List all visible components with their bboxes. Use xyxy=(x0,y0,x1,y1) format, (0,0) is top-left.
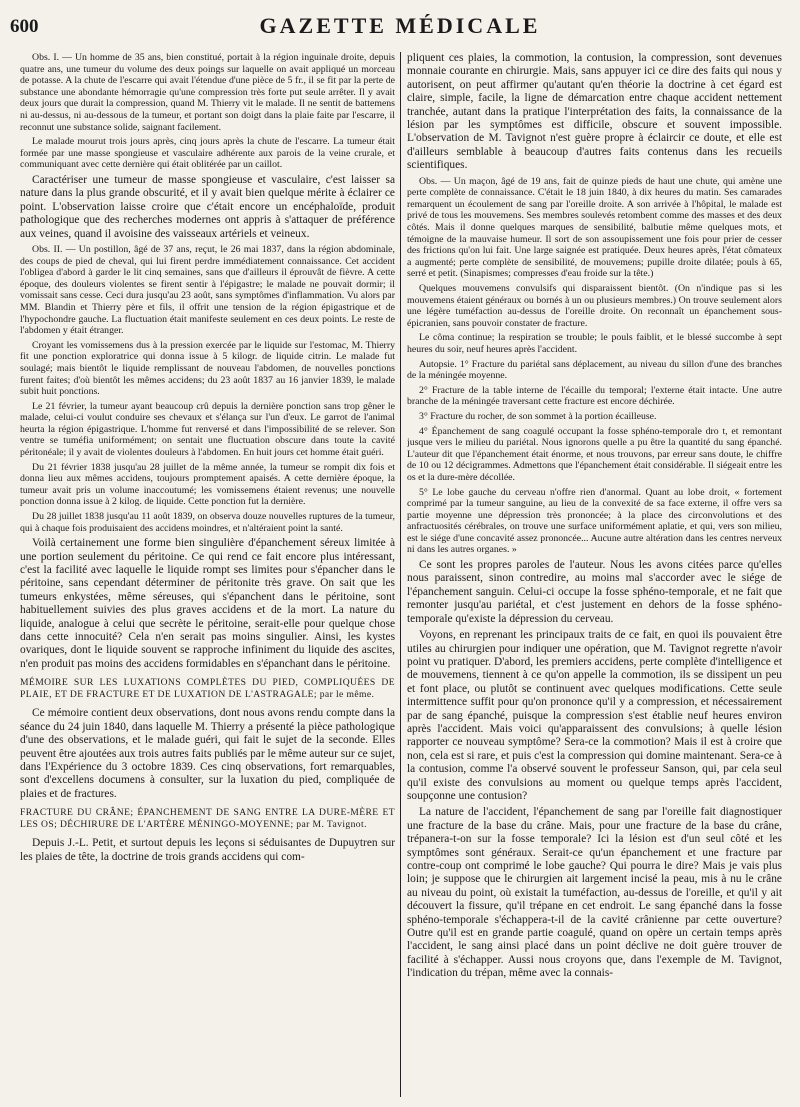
page-number: 600 xyxy=(10,16,39,37)
observation-2-rupture: Le 21 février, la tumeur ayant beaucoup crû depuis la dernière ponction sans trop gêner le malade, celui-ci voulut conduire ses chevaux et s'élança sur l'un d'eux. Le garrot de l'animal heurta la région épigastrique. L'homme fut renversé et dans l'impossibilité de se relever. Son ventre se tuméfia uniformément; on sentait une fluctuation obscure dans toute la cavité péritonéale; il y avait de violentes douleurs à l'abdomen. En huit jours cet homme était guéri. xyxy=(20,400,395,459)
observation-2-evolution: Du 21 février 1838 jusqu'au 28 juillet de la même année, la tumeur se rompit dix fois et donna lieu aux mêmes accidens, toujours promptement apaisés. A cette dernière époque, la tumeur avait pris un volume inaccoutumé; les vomissemens étaient revenus; une nouvelle ponction donna issue à 2 kilog. de liquide. Cette ponction fut la dernière. xyxy=(20,461,395,508)
observation-2-end: Du 28 juillet 1838 jusqu'au 11 août 1839, on observa douze nouvelles ruptures de la tumeur, qui à chaque fois produisaient des accidens moindres, et n'altéraient point la santé. xyxy=(20,511,395,534)
commentary-paragraph: Caractériser une tumeur de masse spongieuse et vasculaire, c'est laisser sa nature dans la plus grande obscurité, et il y avait bien quelque mérite à éclairer ce point. L'observation laisse croire que c'était encore un encéphaloïde, produit pathologique que des recherches modernes ont appris à s'attaquer de préférence aux veines, quand il avoisine des vaisseaux artériels et veineux. xyxy=(20,173,395,240)
autopsy-item: Autopsie. 1° Fracture du pariétal sans déplacement, au niveau du sillon d'une des branches de la méningée moyenne. xyxy=(407,358,782,382)
right-column xyxy=(407,52,782,1097)
masthead-title: GAZETTE MÉDICALE xyxy=(259,13,541,38)
observation-2: Obs. II. — Un postillon, âgé de 37 ans, reçut, le 26 mai 1837, dans la région abdominale, des coups de pied de cheval, qui lui firent perdre immédiatement connaissance. Cet accident l'obligea d'abord à garder le lit cinq semaines, sans que d'ailleurs il éprouvât de fièvre. A cette époque, des douleurs violentes se firent sentir à l'épigastre; le malade ne pouvait dormir; il vomissait sans cesse. Ceci dura jusqu'au 23 août, sans symptômes d'inflammation. Vu alors par MM. Blandin et Thierry père et fils, il offrit une tension de la région épigastrique et de l'hypochondre gauche. La fluctuation était manifeste seulement en ces deux points. Le reste de l'abdomen y était étranger. xyxy=(20,243,395,337)
observation-death: Le côma continue; la respiration se trouble; le pouls faiblit, et le blessé succombe à sept heures du soir, neuf heures après l'accident. xyxy=(407,332,782,355)
observation-convulsions: Quelques mouvemens convulsifs qui disparaissent bientôt. (On n'indique pas si les mouvemens étaient généraux ou bornés à un ou plusieurs membres.) On trouve seulement alors une légère tuméfaction au-dessus de l'oreille droite. On reconnaît un épanchement sous-épicranien, sans pouvoir constater de fracture. xyxy=(407,283,782,329)
observation-1-outcome: Le malade mourut trois jours après, cinq jours après la chute de l'escarre. La tumeur était formée par une masse spongieuse et vasculaire adhérente aux parois de la veine crurale, et communiquant avec cette dernière qui était oblitérée par un caillot. xyxy=(20,136,395,171)
column-divider xyxy=(400,52,401,1097)
observation-macon: Obs. — Un maçon, âgé de 19 ans, fait de quinze pieds de haut une chute, qui amène une perte complète de connaissance. C'était le 18 juin 1840, à dix heures du matin. Ses camarades remarquent un écoulement de sang par l'oreille droite. A son arrivée à l'hôpital, le malade est privé de tous les mouvemens. Ses membres soulevés retombent comme des masses et des deux côtés. Mais il donne quelques marques de sensibilité, balbutie même quelques mots, et témoigne de la mauvaise humeur. Il sort de son assoupissement une fois pour prier de cesser des frictions qu'on lui fait. Une large saignée est pratiquée. Deux heures après, l'état cômateux a augmenté; perte complète de sensibilité, de mouvemens; pupille droite dilatée; pouls à 65, serré et petit. (Sinapismes; compresses d'eau froide sur la tête.) xyxy=(407,175,782,280)
page-header xyxy=(10,13,790,50)
left-column xyxy=(20,52,395,1097)
commentary-paragraph: La nature de l'accident, l'épanchement de sang par l'oreille fait diagnostiquer une fracture de la base du crâne. Mais, pour une fracture de la base du crâne, trépanera-t-on sur la fosse temporale? Ici la lésion est d'un seul côté et les symptômes sont généraux. Serait-ce qu'un épanchement et une fracture par contre-coup ont comprimé le lobe gauche? Qui pourra le dire? Mais je vais plus loin; je suppose que le chirurgien ait largement incisé la peau, mis à nu le crâne au niveau du point, où existait la tuméfaction, au-dessus de l'oreille, et qu'il y ait découvert la fissure, qu'il trépane en cet endroit. Le sang épanché dans la fosse sphéno-temporale s'échappera-t-il de la cavité crânienne par cette ouverture? Outre qu'il est en grande partie coagulé, quand on opère un certain temps après l'accident, le sang ainsi placé dans un point déclive ne doit guère trouver de facilité à s'échapper. Aussi nous croyons que, dans l'exemple de M. Tavignot, l'indication du trépan, même avec la connais- xyxy=(407,806,782,980)
autopsy-item: 3° Fracture du rocher, de son sommet à la portion écailleuse. xyxy=(419,410,657,422)
commentary-paragraph: Ce sont les propres paroles de l'auteur. Nous les avons citées parce qu'elles nous paraissent, sinon contredire, au moins mal s'accorder avec le siége de l'épanchement sanguin. Celui-ci occupe la fosse sphéno-temporale, et ne fait que remonter jusqu'au pariétal, et c'est justement en dehors de la fosse sphéno-temporale qu'existe la dépression du cerveau. xyxy=(407,559,782,625)
observation-2-ponctions: Croyant les vomissemens dus à la pression exercée par le liquide sur l'estomac, M. Thierry fit une ponction exploratrice qui donna issue à 5 kilogr. de liquide citrin. Le malade fut soulagé; mais bientôt le liquide remplissant de nouveau l'abdomen, de nouvelles ponctions furent faites; d'où bientôt les mêmes accidens; du 23 août 1837 au 16 janvier 1839, le malade subit huit ponctions. xyxy=(20,339,395,398)
memoire-summary: Ce mémoire contient deux observations, dont nous avons rendu compte dans la séance du 24 juin 1840, dans laquelle M. Thierry a présenté la pièce pathologique d'une des observations, et le malade guéri, qui fait le sujet de la seconde. Elles peuvent être ajoutées aux trois autres faits publiés par le même auteur sur ce sujet, dans l'Expérience du 3 octobre 1839. Ces cinq observations, fort remarquables, sont d'excellens documens à consulter, sur la luxation du pied, compliquée de plaies et de fractures. xyxy=(20,707,395,800)
autopsy-item: 2° Fracture de la table interne de l'écaille du temporal; l'externe était intacte. Une autre branche de la méningée traversant cette fracture est encore déchirée. xyxy=(407,384,782,408)
section-title: MÉMOIRE SUR LES LUXATIONS COMPLÈTES DU PIED, COMPLIQUÉES DE PLAIE, ET DE FRACTURE ET DE LUXATION DE L'ASTRAGALE; par le même. xyxy=(20,677,395,701)
tavignot-continued: pliquent ces plaies, la commotion, la contusion, la compression, sont devenues monnaie courante en chirurgie. Mais, sans appuyer ici ce dire des faits qui nous y autorisent, on peut affirmer qu'autant qu'en théorie la doctrine à cet égard est claire, simple, facile, la ligne de démarcation entre chaque accident nettement tranchée, autant dans la pratique l'interprétation des faits, la connaissance de la lésion par les symptômes est difficile, obscure et souvent impossible. L'observation de M. Tavignot n'est guère propre à éclaircir ce doute, et elle est d'ailleurs semblable à beaucoup d'autres faits contenus dans les recueils scientifiques. xyxy=(407,52,782,172)
tavignot-intro: Depuis J.-L. Petit, et surtout depuis les leçons si séduisantes de Dupuytren sur les plaies de tête, la doctrine de trois grands accidens qui com- xyxy=(20,837,395,863)
autopsy-item: 4° Épanchement de sang coagulé occupant la fosse sphéno-temporale dro t, et remontant jusque vers le milieu du pariétal. Nous ignorons quelle a pu être la quantité du sang épanché. L'auteur dit que l'épanchement était énorme, et nous trouvons, par erreur sans doute, le chiffre de 10 ou 12 décigrammes. Admettons que l'épanchement était considérable. Il siégeait entre les os et la dure-mère décollée. xyxy=(407,425,782,483)
observation-1: Obs. I. — Un homme de 35 ans, bien constitué, portait à la région inguinale droite, depuis quatre ans, une tumeur du volume des deux poings sur laquelle on avait appliqué un morceau de potasse. A la chute de l'escarre qui avait l'étendue d'une pièce de 5 fr., il se fit par la perte de substance une abondante hémorragie qu'une compression très forte put seule arrêter. Il y avait deux jours que durait la compression, quand M. Thierry vit le malade. Il ne sentit de battemens ni au-dessus, ni au-dessous de la tumeur, et portant son doigt dans la plaie faite par l'escarre, il reconnut une substance solide, saignant facilement. xyxy=(20,52,395,133)
autopsy-item: 5° Le lobe gauche du cerveau n'offre rien d'anormal. Quant au lobe droit, « fortement comprimé par la tumeur sanguine, au lieu de la convexité de sa face externe, il offre vers sa partie moyenne une dépression très prononcée; à la place des circonvolutions et des anfractuosités cérébrales, on trouve une surface uniformément aplatie, et qui, vers son milieu, est le siége d'une concavité assez prononcée... Aucune autre altération dans les centres nerveux ni dans les autres organes. » xyxy=(407,486,782,556)
section-title: FRACTURE DU CRÂNE; ÉPANCHEMENT DE SANG ENTRE LA DURE-MÈRE ET LES OS; DÉCHIRURE DE L'ARTÈRE MÉNINGO-MOYENNE; par M. Tavignot. xyxy=(20,807,395,831)
commentary-paragraph: Voyons, en reprenant les principaux traits de ce fait, en quoi ils pouvaient être utiles au chirurgien pour indiquer une opération, que M. Tavignot regrette n'avoir point vu pratiquer. D'abord, les premiers accidens, perte complète d'intelligence et de mouvemens, tiennent à ce qu'on appelle la commotion, ils se dissipent un peu et font place, ou plutôt se continuent avec quelques modifications. Cette seule intermittence suffit pour qu'on prononce qu'il y a compression, et nécessairement par de sang épanché, puisque la compression s'est établie neuf heures environ après l'accident. Mais voici qu'apparaissent des convulsions; à quelle lésion rapporter ce nouveau symptôme? Sera-ce la commotion? Mais il est à croire que non, cela est si rare, et puis c'est la compression qui domine maintenant. Sera-ce à la contusion, comme l'a observé souvent le professeur Sanson, qui, par cela seul qu'il existe des convulsions au moment ou quelque temps après l'accident, soupçonne une contusion? xyxy=(407,629,782,802)
commentary-paragraph: Voilà certainement une forme bien singulière d'épanchement séreux limitée à une portion seulement du péritoine. Ce qui rend ce fait encore plus intéressant, c'est la facilité avec laquelle le liquide rompt ses limites pour s'épancher dans le péritoine, sans cependant déterminer de péritonite très grave. On sait que les tumeurs enkystées, même séreuses, qui s'épanchent dans le péritoine, sont habituellement suivies des plus graves accidens et de la mort. La nature du liquide, analogue à celui que secrète le péritoine, serait-elle pour quelque chose dans cette innocuité? Cela n'en serait pas moins singulier. Ainsi, les kystes ovariques, dont le liquide souvent se rapproche infiniment du liquide des ascites, n'en produit pas moins des accidens formidables en s'épanchant dans le péritoine. xyxy=(20,537,395,670)
